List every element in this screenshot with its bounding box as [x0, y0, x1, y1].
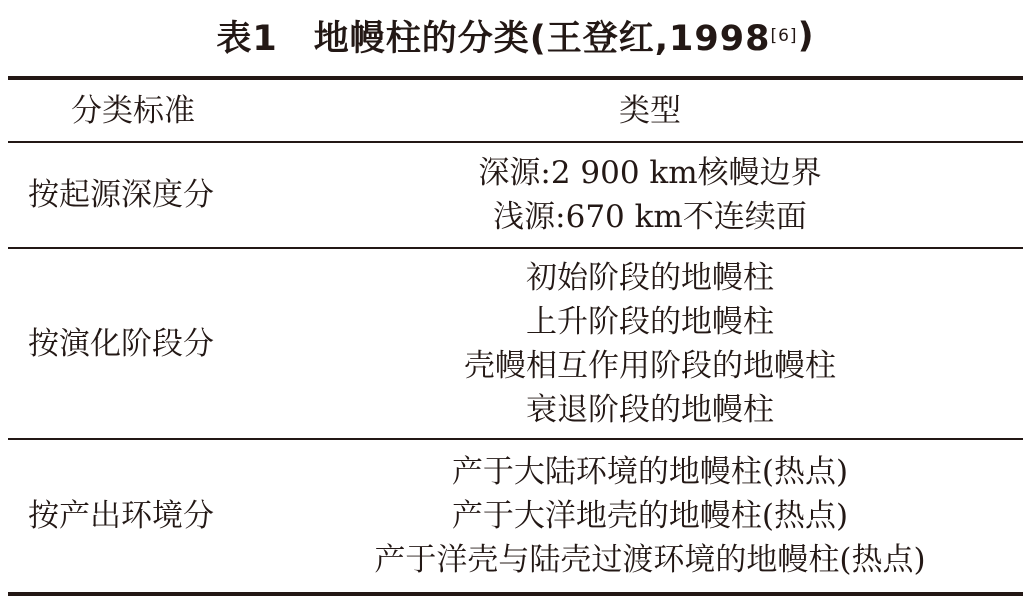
table-row-types — [300, 143, 1000, 247]
criterion-label: 按产出环境分 — [28, 498, 214, 534]
table-number: 表1 — [216, 19, 278, 59]
header-criterion-label: 分类标准 — [71, 92, 195, 129]
type-item: 产于洋壳与陆壳过渡环境的地幔柱(热点) — [374, 542, 926, 578]
table-row-types — [300, 249, 1000, 438]
table-caption — [0, 8, 1031, 64]
table-title-close: ) — [797, 16, 815, 56]
type-item: 上升阶段的地幔柱 — [526, 303, 774, 340]
table-row-criterion — [28, 143, 288, 247]
type-item: 初始阶段的地幔柱 — [526, 259, 774, 296]
table-row-criterion — [28, 249, 288, 438]
citation-ref: [6] — [770, 26, 798, 46]
type-item: 深源:2 900 km核幔边界 — [478, 155, 822, 191]
header-criterion — [28, 80, 238, 141]
criterion-label: 按起源深度分 — [28, 177, 214, 213]
header-type-label: 类型 — [619, 92, 681, 129]
table-bottom-rule — [8, 592, 1023, 596]
table-row-types — [300, 440, 1000, 592]
type-item: 衰退阶段的地幔柱 — [526, 391, 774, 428]
criterion-label: 按演化阶段分 — [28, 325, 214, 362]
table-row-criterion — [28, 440, 288, 592]
type-item: 产于大洋地壳的地幔柱(热点) — [451, 498, 849, 534]
type-item: 产于大陆环境的地幔柱(热点) — [451, 454, 849, 490]
table-title: 地幔柱的分类(王登红,1998 — [313, 19, 771, 59]
header-type — [300, 80, 1000, 141]
type-item: 浅源:670 km不连续面 — [493, 199, 807, 235]
type-item: 壳幔相互作用阶段的地幔柱 — [464, 347, 836, 384]
